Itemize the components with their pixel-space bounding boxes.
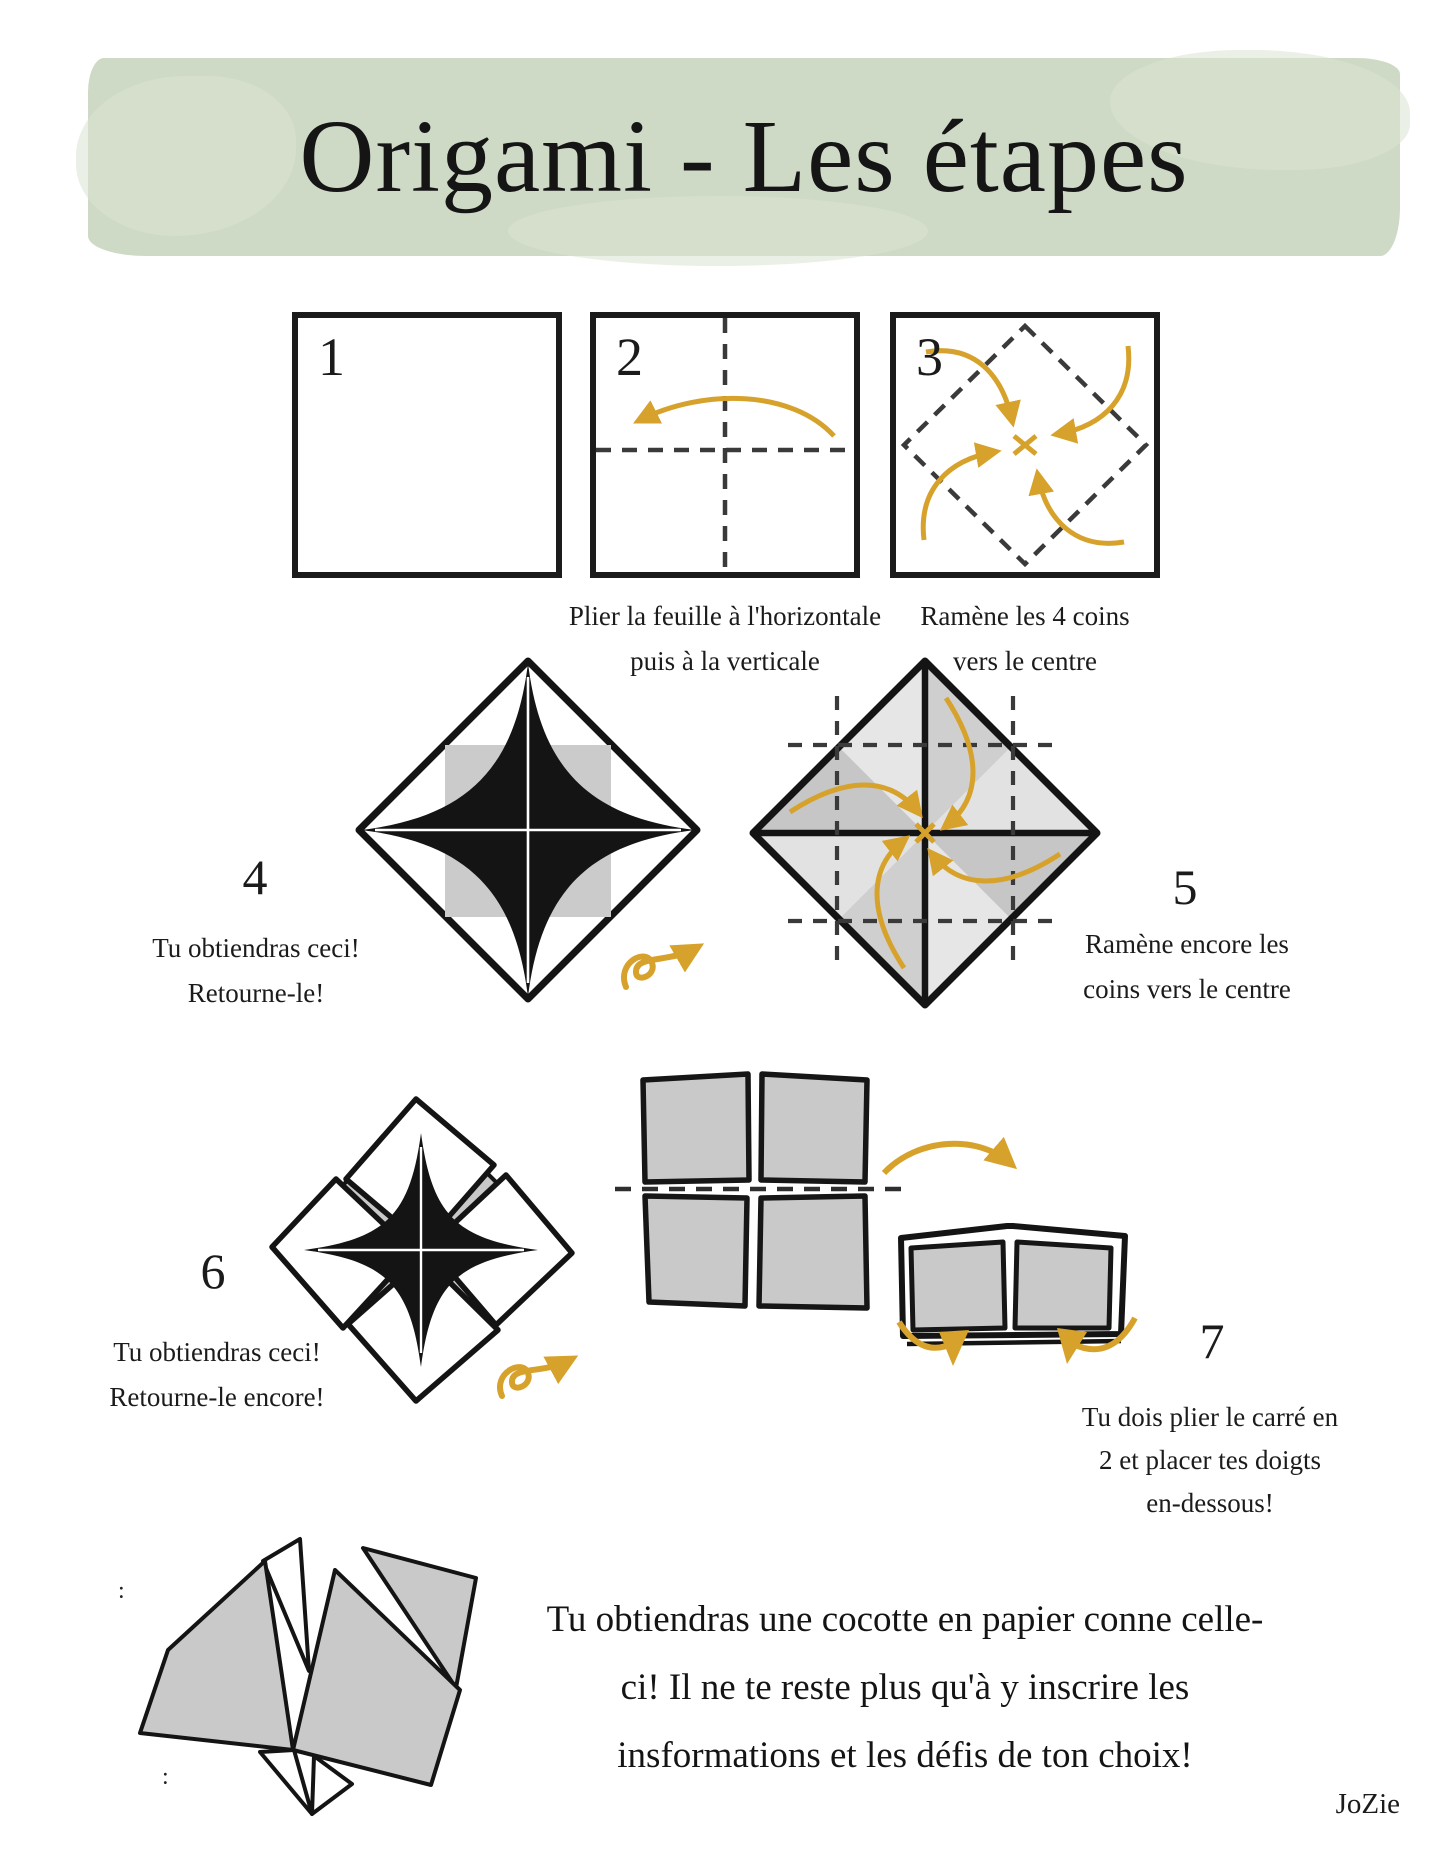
footer-paragraph [450, 1586, 1360, 1790]
step6-caption-line2: Retourne-le encore! [109, 1382, 325, 1412]
step7-caption [1042, 1396, 1378, 1525]
finished-cocotte-drawing [88, 1538, 488, 1833]
footer-line3: insformations et les défis de ton choix! [617, 1735, 1193, 1776]
step7-number: 7 [1199, 1313, 1225, 1369]
step3-box [890, 312, 1160, 578]
step7-caption-line3: en-dessous! [1146, 1488, 1274, 1518]
fold-arrow-icon [1038, 476, 1124, 543]
step7-caption-line2: 2 et placer tes doigts [1099, 1445, 1321, 1475]
footer-line1: Tu obtiendras une cocotte en papier conne celle- [546, 1599, 1264, 1640]
cocotte-bottom-leg [260, 1750, 312, 1814]
step2-caption-line1: Plier la feuille à l'horizontale [568, 601, 882, 631]
step5-caption-line1: Ramène encore les [1085, 929, 1289, 959]
step4-caption-line1: Tu obtiendras ceci! [152, 933, 360, 963]
center-cross-mark [1014, 436, 1036, 454]
fold-arrow-icon [1058, 346, 1129, 434]
step6-number: 6 [200, 1243, 226, 1299]
step4-caption [96, 926, 416, 1016]
folded-square-grid-diagram [615, 1066, 905, 1316]
step5-caption-line2: coins vers le centre [1083, 974, 1291, 1004]
stray-mark: : [118, 1578, 125, 1604]
under-layer-edge [907, 1341, 1121, 1344]
step4-caption-line2: Retourne-le! [187, 978, 325, 1008]
flip-squiggle-arrow-icon [622, 935, 722, 1007]
step1-box [292, 312, 562, 578]
step1-number: 1 [318, 327, 345, 387]
step2-number: 2 [616, 327, 643, 387]
footer-line2: ci! Il ne te reste plus qu'à y inscrire les [620, 1667, 1190, 1708]
title-banner [88, 58, 1400, 256]
page-title: Origami - Les étapes [299, 99, 1189, 214]
author-signature: JoZie [1335, 1788, 1400, 1820]
flip-squiggle-arrow-icon [498, 1348, 598, 1413]
step4-number: 4 [242, 849, 268, 905]
step7-caption-line1: Tu dois plier le carré en [1081, 1402, 1339, 1432]
step3-caption-line1: Ramène les 4 coins [920, 601, 1130, 631]
cocotte-flap-front-left [140, 1561, 293, 1750]
step5-number: 5 [1172, 859, 1198, 915]
step6-caption-line1: Tu obtiendras ceci! [113, 1337, 321, 1367]
next-step-arrow-icon [878, 1135, 1028, 1205]
step3-number: 3 [916, 327, 943, 387]
step7-diagram [895, 1220, 1145, 1405]
step3-caption-line2: vers le centre [953, 646, 1097, 676]
stray-mark: : [162, 1764, 169, 1790]
step5-caption [1022, 922, 1352, 1012]
step2-caption-line2: puis à la verticale [630, 646, 820, 676]
step2-box [590, 312, 860, 578]
step6-caption [57, 1330, 377, 1420]
fold-arrow-icon [640, 398, 834, 436]
